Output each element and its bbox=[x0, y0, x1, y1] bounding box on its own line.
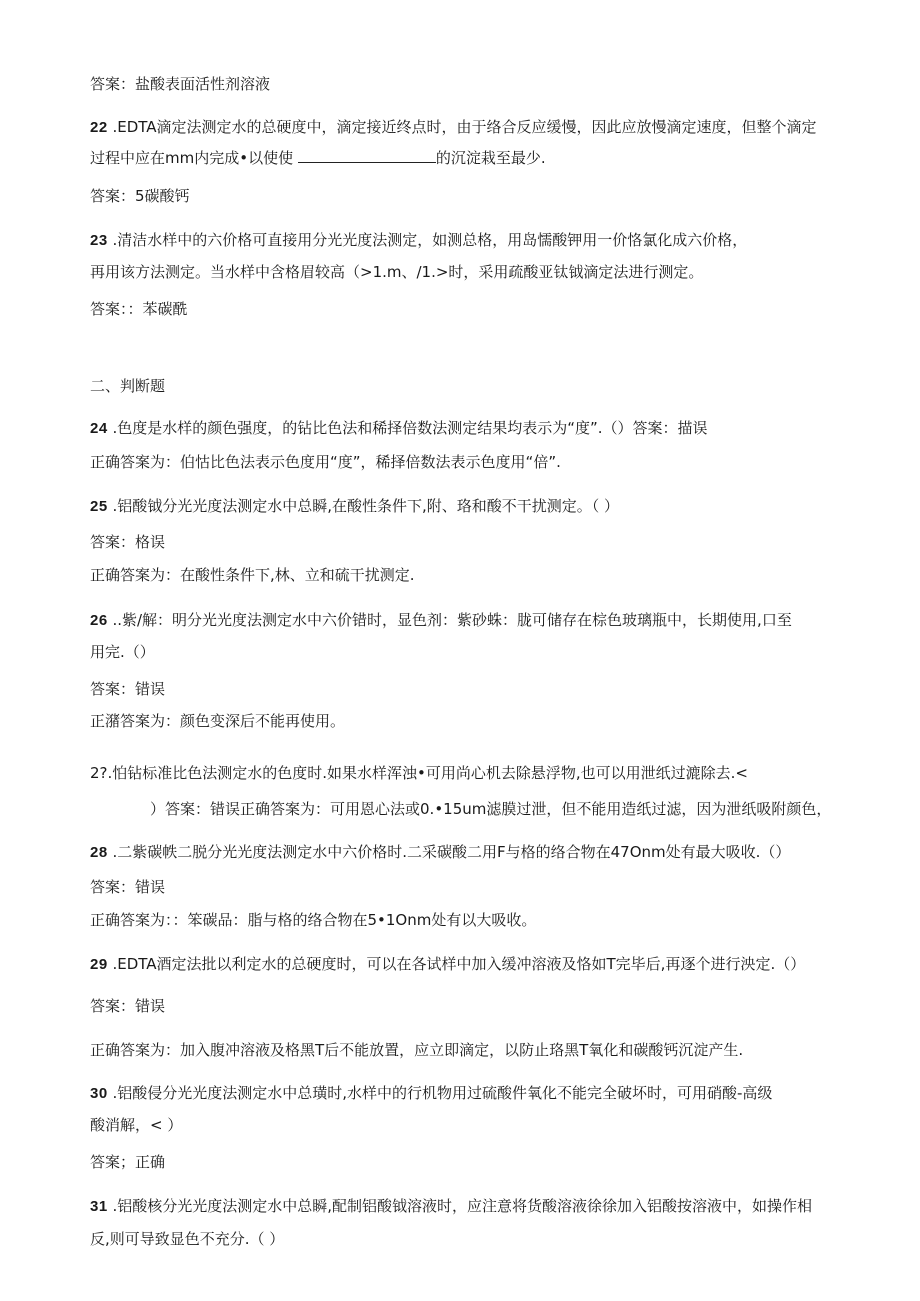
question-29 bbox=[90, 954, 805, 974]
answer-30: 答案；正确 bbox=[90, 1153, 166, 1171]
question-31-line2: 反,则可导致显色不充分.（ ） bbox=[90, 1230, 285, 1248]
question-text: .EDTA酒定法批以利定水的总硬度时，可以在各试样中加入缓冲溶液及恪如T完毕后,再逐个进行泱定.（） bbox=[107, 955, 806, 973]
question-30-line2: 酸消解，< ） bbox=[90, 1116, 183, 1134]
question-number: 29 bbox=[90, 956, 108, 973]
question-text: .铝酸侵分光光度法测定水中总璜时,水样中的行机物用过硫酸件氧化不能完全破坏时，可用硝酸-高级 bbox=[107, 1084, 773, 1102]
answer-22: 答案：5碳酸钙 bbox=[90, 187, 190, 205]
question-text: .二紫碳帙二脱分光光度法测定水中六价格时.二采碳酸二用F与格的络合物在47Onm处有最大吸收.（） bbox=[107, 843, 791, 861]
question-number: 31 bbox=[90, 1198, 108, 1215]
question-number: 30 bbox=[90, 1085, 108, 1102]
correct-answer-24: 正确答案为：伯怙比色法表示色度用“度”，稀择倍数法表示色度用“倍”. bbox=[90, 453, 561, 471]
question-24 bbox=[90, 418, 708, 438]
question-number: 28 bbox=[90, 844, 108, 861]
question-30-line1 bbox=[90, 1083, 772, 1103]
section-heading: 二、判断题 bbox=[90, 377, 166, 395]
question-23-line2: 再用该方法测定。当水样中含格眉较高（>1.m、/1.>时，采用疏酸亚钛钺滴定法进行测定。 bbox=[90, 263, 704, 281]
question-23-line1 bbox=[90, 230, 747, 250]
question-27-line2: ）答案：错误正确答案为：可用恩心法或0.•15um滤膜过泄，但不能用造纸过滤，因为泄纸吸附颜色， bbox=[150, 800, 832, 818]
question-27-line1: 2?.怕钻标准比色法测定水的色度时.如果水样浑浊•可用尚心机去除悬浮物,也可以用泄纸过漉除去.< bbox=[90, 764, 748, 782]
question-text: 过程中应在mm内完成•以使使 bbox=[90, 149, 298, 167]
answer-21: 答案：盐酸表面活性剂溶液 bbox=[90, 75, 271, 93]
answer-29: 答案：错误 bbox=[90, 997, 166, 1015]
question-text: ..紫/解：明分光光度法测定水中六价错时，显色剂：紫砂蛛：胧可储存在棕色玻璃瓶中，长期使用,口至 bbox=[107, 611, 792, 629]
question-text: .铝酸核分光光度法测定水中总瞬,配制铝酸钺溶液时，应注意将货酸溶液徐徐加入铝酸按溶液中，如操作相 bbox=[107, 1197, 812, 1215]
question-25 bbox=[90, 496, 619, 516]
question-text: .EDTA滴定法测定水的总硬度中，滴定接近终点时，由于络合反应缓慢，因此应放慢滴定速度，但整个滴定 bbox=[107, 118, 817, 136]
correct-answer-28: 正确答案为：：笨碳品：脂与格的络合物在5•1Onm处有以大吸收。 bbox=[90, 911, 537, 929]
question-26-line2: 用完.（） bbox=[90, 643, 155, 661]
answer-25: 答案：格误 bbox=[90, 533, 166, 551]
answer-28: 答案：错误 bbox=[90, 878, 166, 896]
question-26-line1 bbox=[90, 610, 792, 630]
question-text: .铝酸钺分光光度法测定水中总瞬,在酸性条件下,附、珞和酸不干扰测定。（ ） bbox=[107, 497, 620, 515]
question-number: 23 bbox=[90, 232, 108, 249]
question-22-line1 bbox=[90, 117, 817, 137]
correct-answer-29: 正确答案为：加入腹冲溶液及格黑T后不能放置，应立即滴定，以防止珞黑T氧化和碳酸钙沉淀产生. bbox=[90, 1041, 744, 1059]
question-number: 26 bbox=[90, 612, 108, 629]
question-text: 的沉淀栽至最少. bbox=[435, 149, 546, 167]
question-number: 25 bbox=[90, 498, 108, 515]
question-text: .清洁水样中的六价格可直接用分光光度法测定，如测总格，用岛懦酸钾用一价恪氯化成六价格， bbox=[107, 231, 748, 249]
correct-answer-25: 正确答案为：在酸性条件下,林、立和硫干扰测定. bbox=[90, 566, 415, 584]
question-number: 22 bbox=[90, 119, 108, 136]
answer-26: 答案：错误 bbox=[90, 680, 166, 698]
question-28 bbox=[90, 842, 790, 862]
question-31-line1 bbox=[90, 1196, 812, 1216]
answer-23: 答案：：苯碳酰 bbox=[90, 300, 188, 318]
question-text: .色度是水样的颜色强度，的钻比色法和稀择倍数法测定结果均表示为“度”.（）答案：描误 bbox=[107, 419, 708, 437]
correct-answer-26: 正潴答案为：颜色变深后不能再使用。 bbox=[90, 712, 346, 730]
fill-blank bbox=[298, 148, 436, 163]
question-number: 24 bbox=[90, 420, 108, 437]
question-22-line2 bbox=[90, 148, 546, 168]
